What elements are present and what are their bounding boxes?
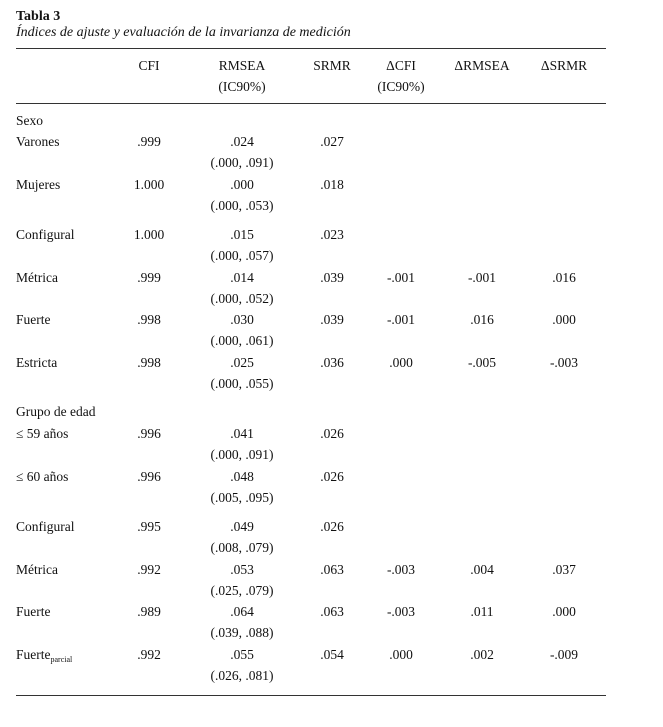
cell-delta-rmsea: .011 (470, 604, 494, 619)
cell-srmr: .036 (320, 355, 344, 370)
cell-delta-cfi: -.001 (386, 270, 416, 285)
header-delta-rmsea: ΔRMSEA (454, 58, 510, 73)
row-label: Estricta (16, 355, 58, 370)
cell-srmr: .054 (320, 647, 344, 662)
header-delta-srmr: ΔSRMR (540, 58, 588, 73)
cell-rmsea: .025 (230, 355, 254, 370)
cell-delta-srmr: .000 (552, 312, 576, 327)
cell-delta-cfi: -.001 (386, 312, 416, 327)
cell-rmsea: .055 (230, 647, 254, 662)
cell-delta-cfi: -.003 (386, 604, 416, 619)
cell-delta-srmr: .016 (552, 270, 576, 285)
cell-rmsea-ci: (.000, .053) (210, 198, 274, 213)
cell-srmr: .063 (320, 604, 344, 619)
cell-srmr: .026 (320, 519, 344, 534)
group-label-edad: Grupo de edad (16, 404, 96, 419)
row-label: Configural (16, 519, 75, 534)
cell-delta-srmr: -.003 (549, 355, 579, 370)
cell-delta-rmsea: .004 (470, 562, 494, 577)
cell-srmr: .039 (320, 312, 344, 327)
cell-cfi: .999 (137, 134, 161, 149)
cell-delta-srmr: -.009 (549, 647, 579, 662)
cell-rmsea: .030 (230, 312, 254, 327)
header-rule (16, 103, 606, 104)
cell-cfi: 1.000 (133, 177, 165, 192)
table-subtitle: Índices de ajuste y evaluación de la invarianza de medición (16, 25, 351, 40)
cell-rmsea-ci: (.026, .081) (210, 668, 274, 683)
cell-rmsea: .064 (230, 604, 254, 619)
cell-delta-rmsea: -.001 (467, 270, 497, 285)
cell-cfi: 1.000 (133, 227, 165, 242)
header-delta-cfi-ci: (IC90%) (377, 79, 425, 94)
cell-rmsea-ci: (.025, .079) (210, 583, 274, 598)
header-srmr: SRMR (313, 58, 351, 73)
row-label: ≤ 60 años (16, 469, 69, 484)
header-delta-cfi: ΔCFI (386, 58, 416, 73)
header-cfi: CFI (138, 58, 160, 73)
row-label-subscript: parcial (50, 655, 73, 664)
cell-cfi: .996 (137, 426, 161, 441)
cell-delta-cfi: -.003 (386, 562, 416, 577)
header-rmsea-ci: (IC90%) (218, 79, 266, 94)
row-label: Fuerte$_{parcial}$ (16, 647, 73, 664)
row-label: Fuerte (16, 604, 51, 619)
cell-delta-rmsea: .016 (470, 312, 494, 327)
cell-delta-srmr: .037 (552, 562, 576, 577)
cell-delta-rmsea: -.005 (467, 355, 497, 370)
cell-cfi: .989 (137, 604, 161, 619)
cell-cfi: .996 (137, 469, 161, 484)
cell-rmsea: .014 (230, 270, 254, 285)
cell-srmr: .018 (320, 177, 344, 192)
cell-rmsea: .000 (230, 177, 254, 192)
cell-srmr: .027 (320, 134, 344, 149)
cell-rmsea: .015 (230, 227, 254, 242)
cell-rmsea-ci: (.000, .091) (210, 447, 274, 462)
cell-srmr: .039 (320, 270, 344, 285)
cell-delta-cfi: .000 (389, 355, 413, 370)
bottom-rule (16, 695, 606, 696)
row-label: ≤ 59 años (16, 426, 69, 441)
table-title: Tabla 3 (16, 9, 61, 24)
cell-rmsea-ci: (.039, .088) (210, 625, 274, 640)
cell-cfi: .992 (137, 647, 161, 662)
row-label: Varones (16, 134, 60, 149)
group-label-sexo: Sexo (16, 113, 43, 128)
cell-rmsea: .053 (230, 562, 254, 577)
row-label: Fuerte (16, 312, 51, 327)
cell-rmsea-ci: (.008, .079) (210, 540, 274, 555)
header-rmsea: RMSEA (218, 58, 266, 73)
cell-rmsea: .041 (230, 426, 254, 441)
cell-rmsea-ci: (.000, .061) (210, 333, 274, 348)
cell-rmsea-ci: (.005, .095) (210, 490, 274, 505)
cell-cfi: .995 (137, 519, 161, 534)
row-label: Métrica (16, 270, 58, 285)
cell-rmsea-ci: (.000, .055) (210, 376, 274, 391)
cell-delta-cfi: .000 (389, 647, 413, 662)
cell-rmsea-ci: (.000, .052) (210, 291, 274, 306)
cell-cfi: .998 (137, 355, 161, 370)
cell-srmr: .026 (320, 426, 344, 441)
cell-rmsea: .049 (230, 519, 254, 534)
cell-rmsea-ci: (.000, .091) (210, 155, 274, 170)
cell-cfi: .992 (137, 562, 161, 577)
cell-rmsea: .048 (230, 469, 254, 484)
cell-delta-srmr: .000 (552, 604, 576, 619)
cell-delta-rmsea: .002 (470, 647, 494, 662)
top-rule (16, 48, 606, 49)
cell-rmsea: .024 (230, 134, 254, 149)
cell-srmr: .023 (320, 227, 344, 242)
cell-srmr: .063 (320, 562, 344, 577)
cell-rmsea-ci: (.000, .057) (210, 248, 274, 263)
row-label: Métrica (16, 562, 58, 577)
row-label: Configural (16, 227, 75, 242)
row-label: Mujeres (16, 177, 61, 192)
cell-cfi: .998 (137, 312, 161, 327)
cell-srmr: .026 (320, 469, 344, 484)
cell-cfi: .999 (137, 270, 161, 285)
